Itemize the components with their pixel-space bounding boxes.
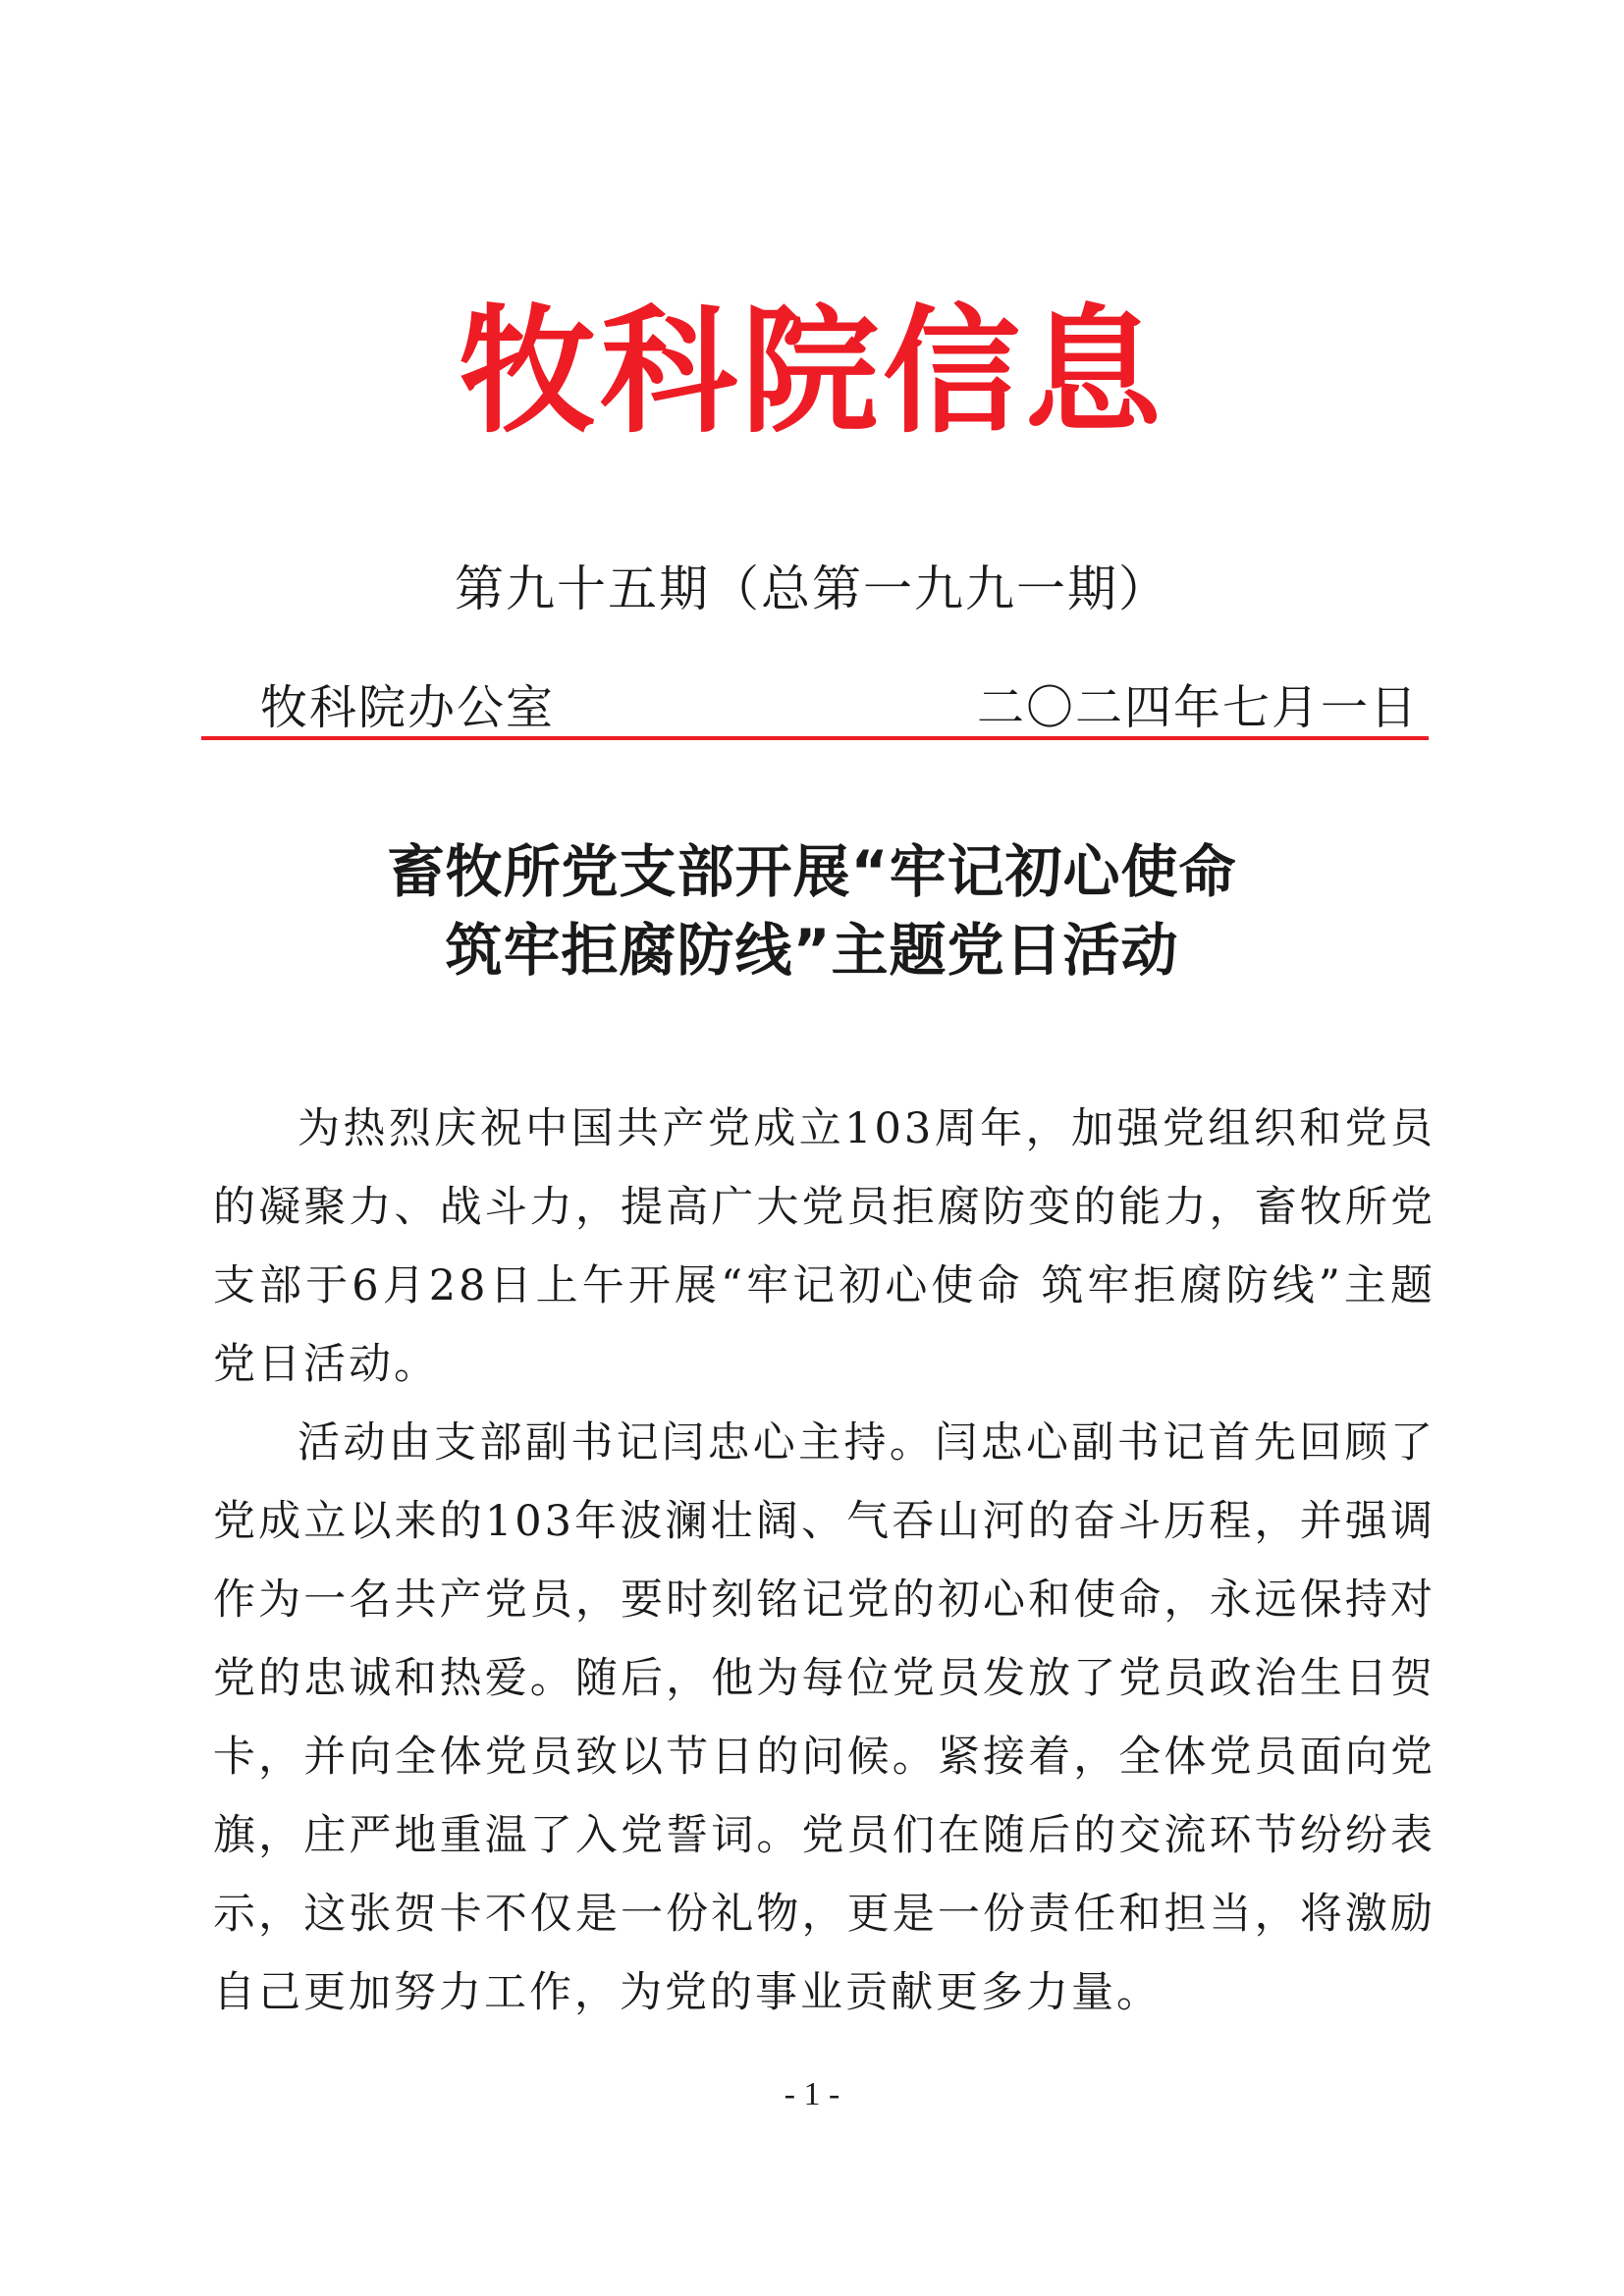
article-title-line-1: 畜牧所党支部开展“牢记初心使命 xyxy=(387,838,1237,905)
red-divider xyxy=(201,736,1429,740)
article-body xyxy=(213,1090,1435,2032)
issue-date: 二〇二四年七月一日 xyxy=(976,680,1419,735)
issuing-office: 牧科院办公室 xyxy=(260,680,556,735)
meta-row xyxy=(260,673,1419,742)
paragraph-2: 活动由支部副书记闫忠心主持。闫忠心副书记首先回顾了党成立以来的103年波澜壮阔、气吞山河的奋斗历程，并强调作为一名共产党员，要时刻铭记党的初心和使命，永远保持对党的忠诚和热爱。随后，他为每位党员发放了党员政治生日贺卡，并向全体党员致以节日的问候。紧接着，全体党员面向党旗，庄严地重温了入党誓词。党员们在随后的交流环节纷纷表示，这张贺卡不仅是一份礼物，更是一份责任和担当，将激励自己更加努力工作，为党的事业贡献更多力量。 xyxy=(213,1418,1435,2017)
issue-number: 第九十五期（总第一九九一期） xyxy=(455,561,1169,617)
masthead-title: 牧科院信息 xyxy=(458,293,1165,453)
article-title xyxy=(0,832,1624,989)
paragraph-1: 为热烈庆祝中国共产党成立103周年，加强党组织和党员的凝聚力、战斗力，提高广大党员拒腐防变的能力，畜牧所党支部于6月28日上午开展“牢记初心使命 筑牢拒腐防线”主题党日活动。 xyxy=(213,1104,1435,1389)
page-number: - 1 - xyxy=(784,2076,840,2112)
article-title-line-2: 筑牢拒腐防线”主题党日活动 xyxy=(445,917,1179,984)
